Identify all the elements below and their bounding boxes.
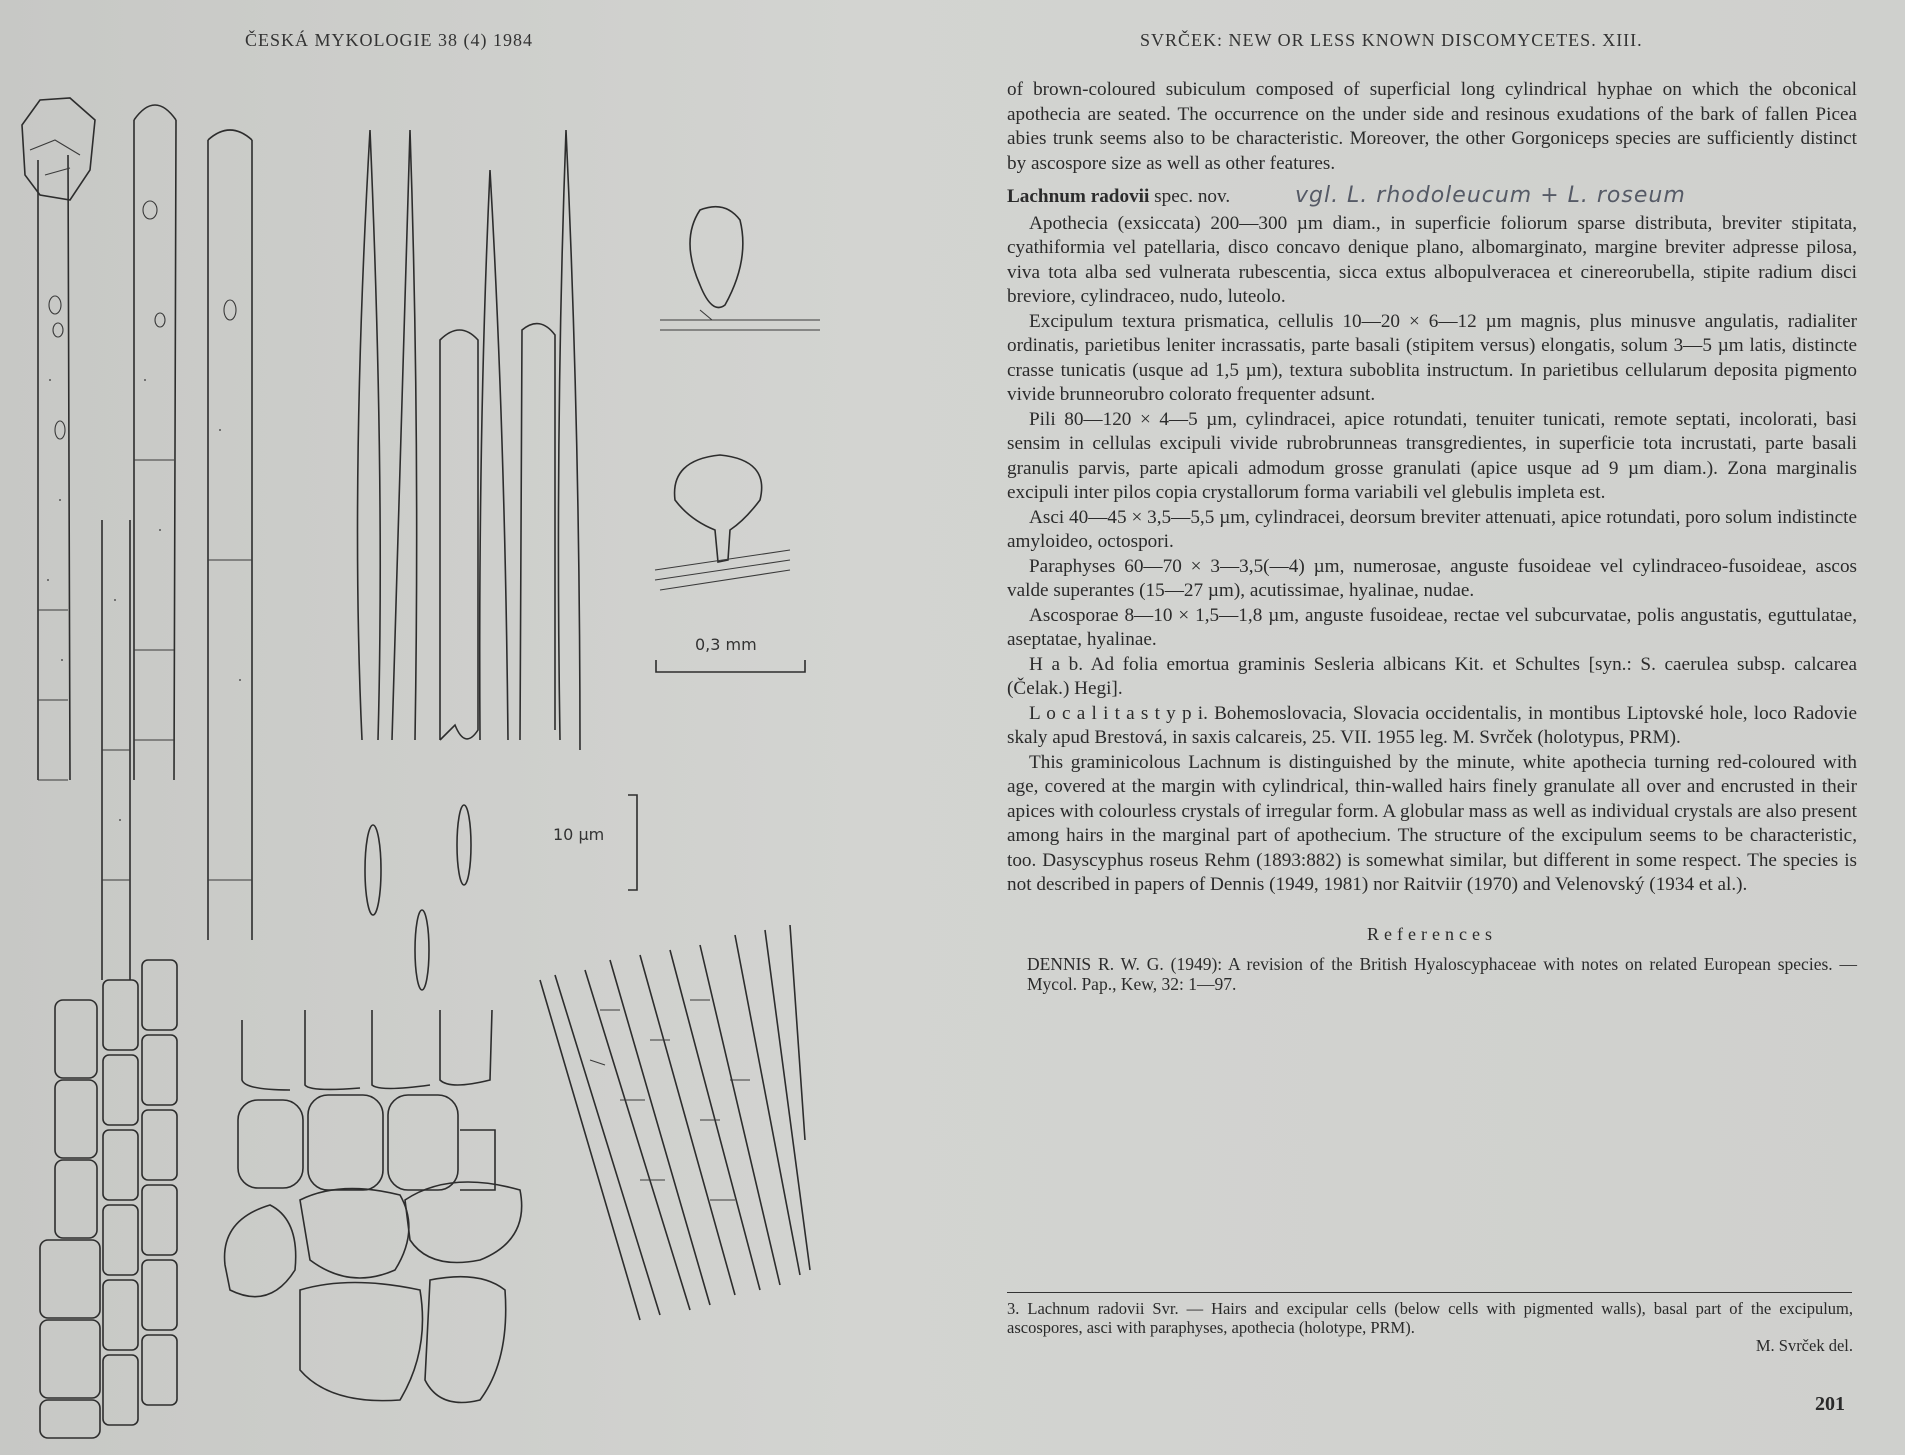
apothecium-drawing — [655, 455, 790, 590]
hair-drawing — [208, 130, 252, 940]
intro-paragraph: of brown-coloured subiculum composed of superficial long cylindrical hyphae on which the obconical apothecia are seated. The occurrence on the under side and resinous exudations of the bark of fallen Picea abies trunk seems also to be characteristic. Moreover, the other Gorgoniceps species are sufficiently distinct by ascospore size as well as other features. — [1007, 79, 1857, 174]
scale-bar-micro — [553, 795, 637, 890]
handwritten-note: vgl. L. rhodoleucum + L. roseum — [1294, 183, 1686, 208]
article-text — [1007, 78, 1857, 994]
caption-rule — [1007, 1292, 1852, 1293]
desc-asci: Asci 40—45 × 3,5—5,5 µm, cylindracei, deorsum breviter attenuati, apice rotundati, poro solum indistincte amyloideo, octospori. — [1007, 506, 1857, 552]
ascospores — [365, 805, 471, 990]
desc-excipulum: Excipulum textura prismatica, cellulis 10—20 × 6—12 µm magnis, plus minusve angulatis, radialiter ordinatis, parietibus leniter incrassatis, parte basali (stipitem versus) elongatis, solum 3—5 µm latis, distincte crasse tunicatis (usque ad 1,5 µm), textura suboblita instructum. In parietibus cellularum deposita pigmento vivide brunneorubro colorato frequenter adsunt. — [1007, 310, 1857, 405]
desc-pili: Pili 80—120 × 4—5 µm, cylindracei, apice rotundati, tenuiter tunicati, remote septati, incolorati, basi sensim in cellulas excipuli vivide rubrobrunneas transgredientes, in superficie tota incrustati, parte basali granulis parvis, parte apicali admodum grosse granulati (apice usque ad 9 µm diam.). Zona marginalis excipuli inter pilos copia crystallorum forma variabili vel glebulis impleta est. — [1007, 408, 1857, 503]
excipular-cells — [40, 960, 177, 1438]
caption-credit: M. Svrček del. — [1755, 1336, 1853, 1355]
scale-label-apothecia: 0,3 mm — [695, 635, 757, 654]
hair-drawing — [22, 98, 95, 780]
desc-paraphyses: Paraphyses 60—70 × 3—3,5(—4) µm, numerosae, anguste fusoideae vel cylindraceo-fusoideae, ascos valde superantes (15—27 µm), acutissimae, hyalinae, nudae. — [1007, 555, 1857, 601]
species-status: spec. nov. — [1154, 186, 1231, 207]
pigmented-cells — [225, 1182, 522, 1403]
desc-habitat: H a b. Ad folia emortua graminis Sesleria albicans Kit. et Schultes [syn.: S. caerulea subsp. calcarea (Čelak.) Hegi]. — [1007, 653, 1857, 699]
desc-apothecia: Apothecia (exsiccata) 200—300 µm diam., in superficie foliorum sparse distributa, breviter stipitata, cyathiformia vel patellaria, disco concavo denique plano, albomarginato, margine breviter adpresse pilosa, viva tota alba sed vulnerata rubescentia, sicca extus albopulveracea et cinereorubella, stipite radium disci breviore, cylindraceo, nudo, luteolo. — [1007, 212, 1857, 307]
running-head-right: SVRČEK: NEW OR LESS KNOWN DISCOMYCETES. XIII. — [1140, 30, 1643, 50]
desc-type-locality: L o c a l i t a s t y p i. Bohemoslovacia, Slovacia occidentalis, in montibus Liptovské hole, loco Radovie skaly apud Brestová, in saxis calcareis, 25. VII. 1955 leg. M. Svrček (holotypus, PRM). — [1007, 702, 1857, 748]
caption-text: 3. Lachnum radovii Svr. — Hairs and excipular cells (below cells with pigmented walls), basal part of the excipulum, ascospores, asci with paraphyses, apothecia (holotype, PRM). — [1007, 1299, 1853, 1337]
apothecium-drawing — [660, 207, 820, 330]
figure-caption — [1007, 1300, 1853, 1356]
reference-item: DENNIS R. W. G. (1949): A revision of the British Hyaloscyphaceae with notes on related European species. — Mycol. Pap., Kew, 32: 1—97. — [1027, 954, 1857, 994]
basal-excipulum — [540, 925, 810, 1320]
page-number: 201 — [1815, 1393, 1845, 1415]
asci-paraphyses — [358, 130, 581, 750]
species-heading — [1007, 184, 1857, 210]
scale-bar-apothecia — [656, 635, 805, 672]
hair-drawing — [134, 105, 176, 780]
hair-drawing — [102, 520, 130, 980]
references-heading: References — [1367, 923, 1497, 944]
excipulum-cells — [238, 1010, 495, 1190]
desc-ascosporae: Ascosporae 8—10 × 1,5—1,8 µm, anguste fusoideae, rectae vel subcurvatae, polis angustatis, eguttulatae, aseptatae, hyalinae. — [1007, 604, 1857, 650]
scale-label-micro: 10 µm — [553, 825, 605, 844]
stipple-dots — [47, 379, 241, 821]
figure-plate — [0, 80, 990, 1450]
desc-discussion: This graminicolous Lachnum is distinguished by the minute, white apothecia turning red-coloured with age, covered at the margin with cylindrical, thin-walled hairs finely granulate all over and encrusted in their apices with colourless crystals of irregular form. A globular mass as well as individual crystals are also present among hairs in the marginal part of apothecium. The structure of the excipulum seems to be characteristic, too. Dasyscyphus roseus Rehm (1893:882) is somewhat similar, but different in some respect. The species is not described in papers of Dennis (1949, 1981) nor Raitviir (1970) and Velenovský (1934 et al.). — [1007, 751, 1857, 895]
species-name: Lachnum radovii — [1007, 186, 1150, 207]
running-head-left: ČESKÁ MYKOLOGIE 38 (4) 1984 — [245, 30, 533, 50]
